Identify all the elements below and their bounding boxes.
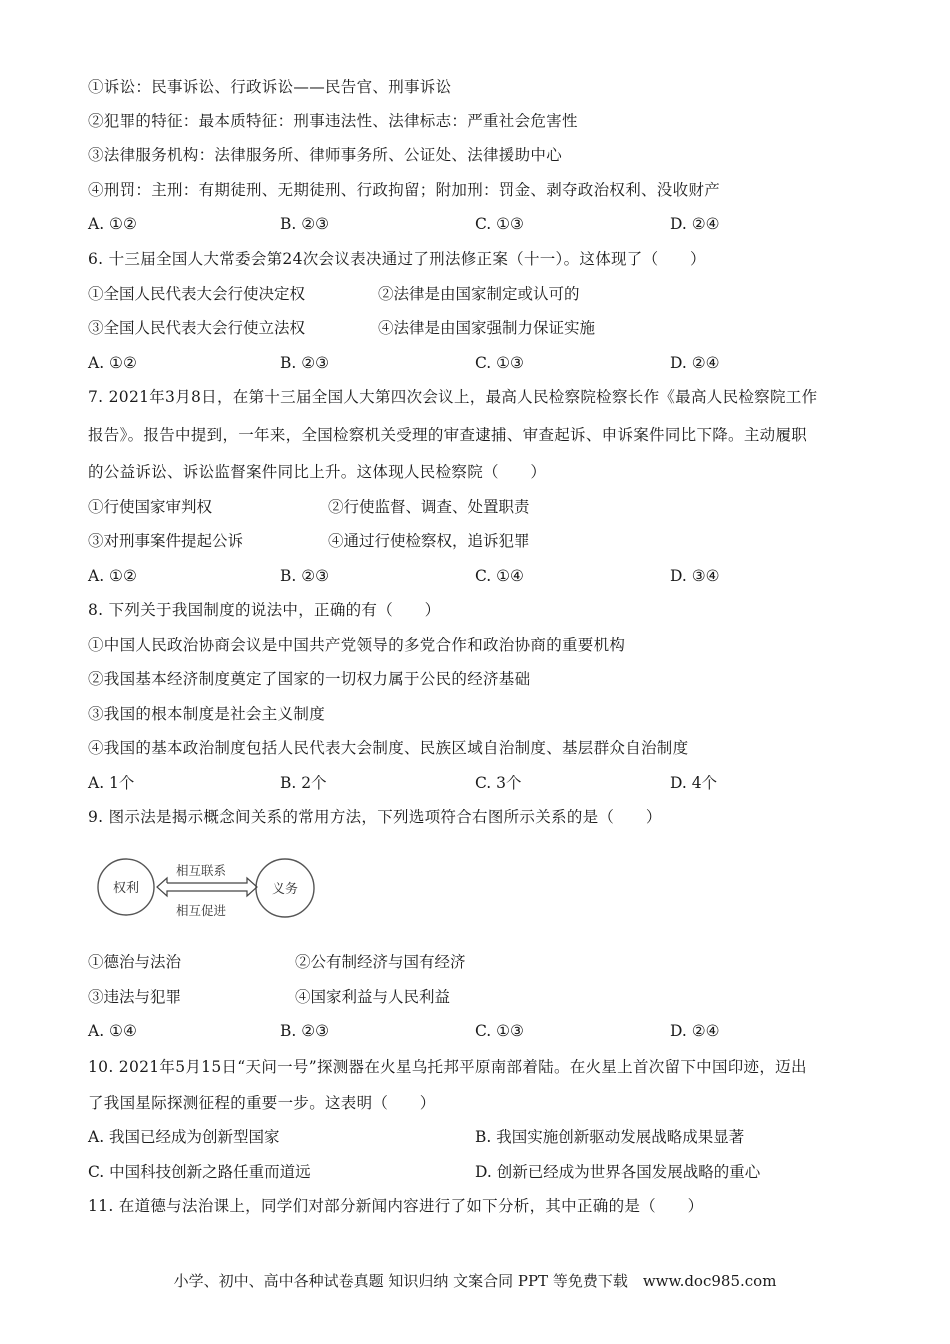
q8-item-1: ①中国人民政治协商会议是中国共产党领导的多党合作和政治协商的重要机构 <box>88 636 626 654</box>
q9-item-2: ②公有制经济与国有经济 <box>295 953 466 971</box>
q7-stem-line-1: 7. 2021年3月8日，在第十三届全国人大第四次会议上，最高人民检察院检察长作《最高人民检察院工作 <box>88 388 818 406</box>
q8-option-a[interactable]: A. 1个 <box>88 774 135 792</box>
page-footer: 小学、初中、高中各种试卷真题 知识归纳 文案合同 PPT 等免费下载 www.doc985.com <box>173 1272 777 1290</box>
q6-item-3: ③全国人民代表大会行使立法权 <box>88 319 306 337</box>
q10-options-row1 <box>88 1127 868 1147</box>
q7-option-d[interactable]: D. ③④ <box>670 567 720 585</box>
q10-stem-line-1: 10. 2021年5月15日“天问一号”探测器在火星乌托邦平原南部着陆。在火星上首次留下中国印迹，迈出 <box>88 1058 807 1076</box>
q10-stem-line-2: 了我国星际探测征程的重要一步。这表明（ ） <box>88 1094 436 1112</box>
q6-option-b[interactable]: B. ②③ <box>280 354 330 372</box>
q8-item-4: ④我国的基本政治制度包括人民代表大会制度、民族区域自治制度、基层群众自治制度 <box>88 739 689 757</box>
q9-item-1: ①德治与法治 <box>88 953 182 971</box>
q9-options <box>88 1021 868 1041</box>
q7-options <box>88 566 868 586</box>
q9-option-d[interactable]: D. ②④ <box>670 1022 720 1040</box>
q5-option-d[interactable]: D. ②④ <box>670 215 720 233</box>
q9-option-b[interactable]: B. ②③ <box>280 1022 330 1040</box>
q6-item-4: ④法律是由国家强制力保证实施 <box>378 319 596 337</box>
rights-duties-diagram <box>95 855 320 920</box>
q9-items-row1 <box>88 952 868 972</box>
q6-item-2: ②法律是由国家制定或认可的 <box>378 285 580 303</box>
q7-item-1: ①行使国家审判权 <box>88 498 213 516</box>
intro-item-4: ④刑罚：主刑：有期徒刑、无期徒刑、行政拘留；附加刑：罚金、剥夺政治权利、没收财产 <box>88 181 721 199</box>
q8-stem: 8. 下列关于我国制度的说法中，正确的有（ ） <box>88 601 441 619</box>
q5-options <box>88 214 868 234</box>
q5-option-b[interactable]: B. ②③ <box>280 215 330 233</box>
bottom-arrow-label: 相互促进 <box>175 903 227 918</box>
q9-item-3: ③违法与犯罪 <box>88 988 182 1006</box>
q6-option-c[interactable]: C. ①③ <box>475 354 524 372</box>
q10-options-row2 <box>88 1162 868 1182</box>
rights-label: 权利 <box>112 881 140 896</box>
q8-option-b[interactable]: B. 2个 <box>280 774 327 792</box>
intro-item-1: ①诉讼：民事诉讼、行政诉讼——民告官、刑事诉讼 <box>88 78 452 96</box>
q8-option-c[interactable]: C. 3个 <box>475 774 522 792</box>
q10-option-a[interactable]: A. 我国已经成为创新型国家 <box>88 1128 280 1146</box>
q7-item-4: ④通过行使检察权，追诉犯罪 <box>328 532 530 550</box>
double-arrow-icon <box>157 878 257 896</box>
q9-stem: 9. 图示法是揭示概念间关系的常用方法，下列选项符合右图所示关系的是（ ） <box>88 808 662 826</box>
q8-option-d[interactable]: D. 4个 <box>670 774 718 792</box>
q6-option-a[interactable]: A. ①② <box>88 354 137 372</box>
q9-item-4: ④国家利益与人民利益 <box>295 988 451 1006</box>
q8-item-2: ②我国基本经济制度奠定了国家的一切权力属于公民的经济基础 <box>88 670 531 688</box>
q9-option-c[interactable]: C. ①③ <box>475 1022 524 1040</box>
q8-item-3: ③我国的根本制度是社会主义制度 <box>88 705 326 723</box>
q7-items-row1 <box>88 497 868 517</box>
top-arrow-label: 相互联系 <box>175 863 227 878</box>
q9-items-row2 <box>88 987 868 1007</box>
q7-stem-line-2: 报告》。报告中提到，一年来，全国检察机关受理的审查逮捕、审查起诉、申诉案件同比下降。主动履职 <box>88 426 808 444</box>
q10-option-b[interactable]: B. 我国实施创新驱动发展战略成果显著 <box>475 1128 745 1146</box>
q11-stem: 11. 在道德与法治课上，同学们对部分新闻内容进行了如下分析，其中正确的是（ ） <box>88 1197 704 1215</box>
q5-option-c[interactable]: C. ①③ <box>475 215 524 233</box>
duties-label: 义务 <box>271 882 299 897</box>
q6-items-row1 <box>88 284 868 304</box>
q7-stem-line-3: 的公益诉讼、诉讼监督案件同比上升。这体现人民检察院（ ） <box>88 463 547 481</box>
q7-option-c[interactable]: C. ①④ <box>475 567 524 585</box>
q6-item-1: ①全国人民代表大会行使决定权 <box>88 285 306 303</box>
q7-option-a[interactable]: A. ①② <box>88 567 137 585</box>
q7-item-2: ②行使监督、调查、处置职责 <box>328 498 530 516</box>
q10-option-c[interactable]: C. 中国科技创新之路任重而道远 <box>88 1163 311 1181</box>
q6-stem: 6. 十三届全国人大常委会第24次会议表决通过了刑法修正案（十一）。这体现了（ ） <box>88 250 706 268</box>
q7-item-3: ③对刑事案件提起公诉 <box>88 532 244 550</box>
q8-options <box>88 773 868 793</box>
q10-option-d[interactable]: D. 创新已经成为世界各国发展战略的重心 <box>475 1163 761 1181</box>
intro-item-2: ②犯罪的特征：最本质特征：刑事违法性、法律标志：严重社会危害性 <box>88 112 578 130</box>
q6-option-d[interactable]: D. ②④ <box>670 354 720 372</box>
intro-item-3: ③法律服务机构：法律服务所、律师事务所、公证处、法律援助中心 <box>88 146 563 164</box>
q6-items-row2 <box>88 318 868 338</box>
q6-options <box>88 353 868 373</box>
q7-option-b[interactable]: B. ②③ <box>280 567 330 585</box>
q9-option-a[interactable]: A. ①④ <box>88 1022 137 1040</box>
q7-items-row2 <box>88 531 868 551</box>
q5-option-a[interactable]: A. ①② <box>88 215 137 233</box>
